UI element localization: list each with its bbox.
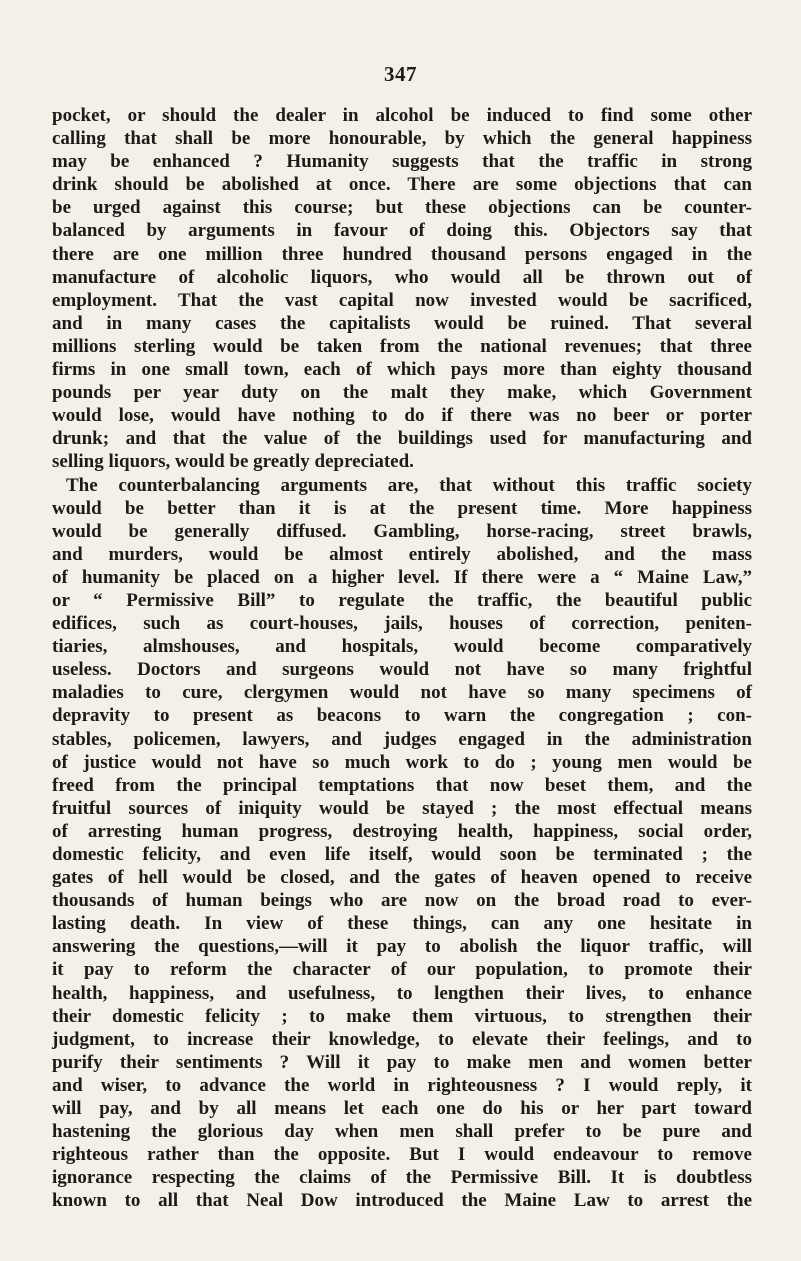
- text-line: drink should be abolished at once. There are some objections that can: [52, 174, 752, 196]
- page-number: 347: [384, 62, 417, 86]
- text-line: millions sterling would be taken from the national revenues; that three: [52, 335, 752, 357]
- text-line: known to all that Neal Dow introduced the Maine Law to arrest the: [52, 1190, 752, 1212]
- text-line: depravity to present as beacons to warn the congregation ; con-: [52, 705, 752, 727]
- text-line: pocket, or should the dealer in alcohol be induced to find some other: [52, 105, 752, 126]
- paragraph-end-line: selling liquors, would be greatly depreciated.: [52, 451, 414, 473]
- text-line: manufacture of alcoholic liquors, who would all be thrown out of: [52, 266, 752, 288]
- text-line: useless. Doctors and surgeons would not have so many frightful: [52, 659, 752, 681]
- body-text: [52, 104, 752, 1213]
- text-line: edifices, such as court-houses, jails, houses of correction, peniten-: [52, 613, 752, 635]
- text-line: would be generally diffused. Gambling, horse-racing, street brawls,: [52, 520, 752, 542]
- text-line: fruitful sources of iniquity would be stayed ; the most effectual means: [52, 797, 752, 819]
- text-line: of justice would not have so much work to do ; young men would be: [52, 751, 752, 773]
- text-line: would lose, would have nothing to do if there was no beer or porter: [52, 405, 752, 427]
- text-line: their domestic felicity ; to make them virtuous, to strengthen their: [52, 1005, 752, 1027]
- text-line: freed from the principal temptations that now beset them, and the: [52, 774, 752, 796]
- text-line: domestic felicity, and even life itself, would soon be terminated ; the: [52, 844, 752, 865]
- text-line: there are one million three hundred thousand persons engaged in the: [52, 243, 752, 265]
- text-line: would be better than it is at the present time. More happiness: [52, 497, 752, 519]
- text-line: and murders, would be almost entirely abolished, and the mass: [52, 543, 752, 565]
- text-line: may be enhanced ? Humanity suggests that the traffic in strong: [52, 151, 752, 173]
- text-line: and in many cases the capitalists would be ruined. That several: [52, 312, 752, 334]
- text-line: of arresting human progress, destroying health, happiness, social order,: [52, 820, 752, 842]
- text-line: purify their sentiments ? Will it pay to make men and women better: [52, 1051, 752, 1073]
- text-line: calling that shall be more honourable, by which the general happiness: [52, 128, 752, 150]
- text-line: balanced by arguments in favour of doing this. Objectors say that: [52, 220, 752, 242]
- text-line: of humanity be placed on a higher level. If there were a “ Maine Law,”: [52, 566, 752, 588]
- text-line: pounds per year duty on the malt they make, which Government: [52, 382, 752, 404]
- text-line: answering the questions,—will it pay to abolish the liquor traffic, will: [52, 936, 752, 958]
- text-line: firms in one small town, each of which pays more than eighty thousand: [52, 359, 752, 381]
- text-line: maladies to cure, clergymen would not have so many specimens of: [52, 682, 752, 704]
- text-line: judgment, to increase their knowledge, to elevate their feelings, and to: [52, 1028, 752, 1050]
- text-line: stables, policemen, lawyers, and judges engaged in the administration: [52, 728, 752, 750]
- text-line: righteous rather than the opposite. But I would endeavour to remove: [52, 1144, 752, 1166]
- text-line: lasting death. In view of these things, can any one hesitate in: [52, 913, 752, 935]
- text-line: health, happiness, and usefulness, to lengthen their lives, to enhance: [52, 982, 752, 1004]
- text-line: and wiser, to advance the world in righteousness ? I would reply, it: [52, 1074, 752, 1096]
- text-line: will pay, and by all means let each one do his or her part toward: [52, 1098, 752, 1120]
- text-line: gates of hell would be closed, and the gates of heaven opened to receive: [52, 867, 752, 889]
- text-line: employment. That the vast capital now invested would be sacrificed,: [52, 289, 752, 311]
- text-line: it pay to reform the character of our population, to promote their: [52, 959, 752, 981]
- text-line: thousands of human beings who are now on the broad road to ever-: [52, 890, 752, 912]
- text-line: hastening the glorious day when men shall prefer to be pure and: [52, 1121, 752, 1143]
- text-line: be urged against this course; but these objections can be counter-: [52, 197, 752, 219]
- paragraph-start-line: The counterbalancing arguments are, that without this traffic society: [66, 474, 752, 496]
- text-line: ignorance respecting the claims of the Permissive Bill. It is doubtless: [52, 1167, 752, 1189]
- text-line: tiaries, almshouses, and hospitals, would become comparatively: [52, 636, 752, 658]
- text-line: drunk; and that the value of the buildings used for manufacturing and: [52, 428, 752, 450]
- text-line: or “ Permissive Bill” to regulate the traffic, the beautiful public: [52, 589, 752, 611]
